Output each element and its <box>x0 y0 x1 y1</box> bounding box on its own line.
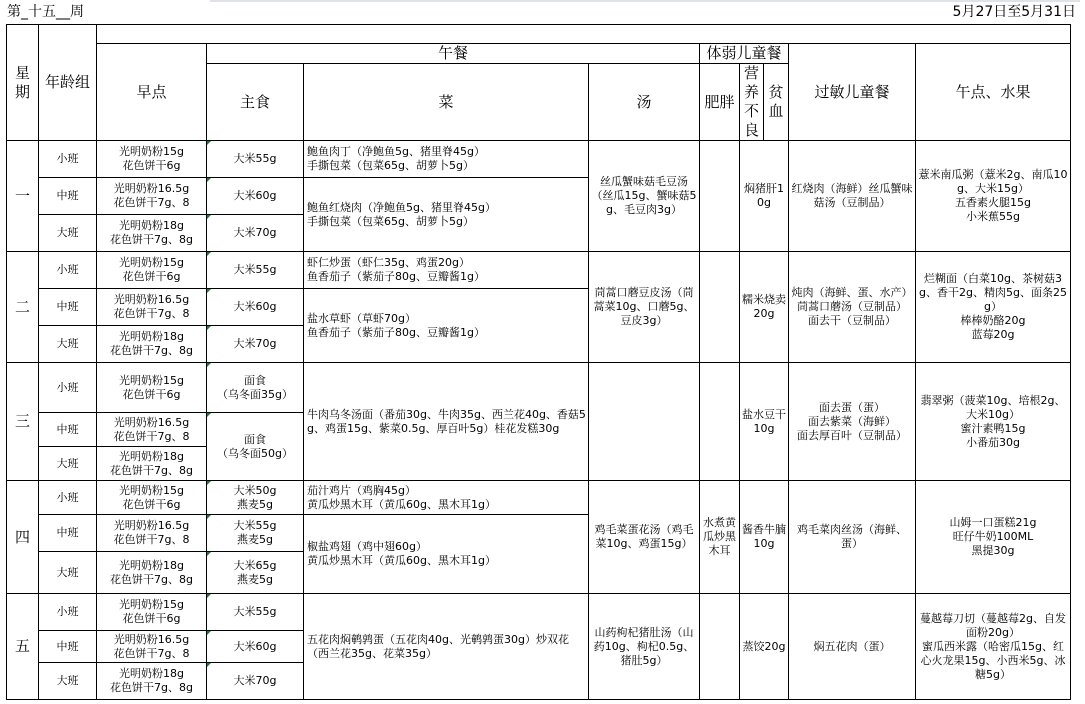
age-group: 中班 <box>39 178 97 215</box>
col-age: 年龄组 <box>39 25 97 141</box>
col-lunch: 午餐 <box>207 44 700 64</box>
table-row <box>7 44 1071 64</box>
staple-cell-line: 大米55g <box>233 263 277 276</box>
col-weak: 体弱儿童餐 <box>700 44 789 64</box>
breakfast-cell-line: 花色饼干7g、8 <box>113 196 190 209</box>
afternoon-cell-line: 小米蕉55g <box>966 210 1020 223</box>
afternoon-cell <box>916 594 1071 700</box>
staple-cell-line: 大米55g <box>233 605 277 618</box>
breakfast-cell <box>97 447 207 481</box>
dish-cell-line: 手撕包菜（包菜65g、胡萝卜5g） <box>307 159 474 172</box>
staple-cell <box>207 552 304 594</box>
breakfast-cell <box>97 141 207 178</box>
col-soup: 汤 <box>589 64 700 141</box>
afternoon-cell-line: 蔓越莓刀切（蔓越莓2g、自发面粉20g） <box>920 611 1066 639</box>
day-label: 二 <box>7 252 39 363</box>
day-label: 一 <box>7 141 39 252</box>
dish-cell-line: 椒盐鸡翅（鸡中翅60g） <box>307 540 427 553</box>
breakfast-cell <box>97 326 207 363</box>
dish-cell-line: 虾仁炒蛋（虾仁35g、鸡蛋20g） <box>307 256 470 269</box>
dish-cell <box>304 289 589 363</box>
table-row <box>7 25 1071 44</box>
breakfast-cell-line: 花色饼干7g、8 <box>113 646 190 660</box>
staple-cell-line: 大米60g <box>233 300 277 313</box>
malnut-anemia-cell: 盐水豆干10g <box>740 363 789 481</box>
breakfast-cell-line: 花色饼干6g <box>122 387 181 401</box>
col-staple: 主食 <box>207 64 304 141</box>
breakfast-cell-line: 花色饼干7g、8g <box>110 233 193 246</box>
breakfast-cell-line: 花色饼干7g、8g <box>110 344 193 357</box>
breakfast-cell-line: 光明奶粉18g <box>119 558 184 572</box>
allergy-cell <box>789 252 916 363</box>
afternoon-cell-line: 旺仔牛奶100ML <box>952 530 1034 543</box>
age-group: 大班 <box>39 326 97 363</box>
allergy-cell-line: 炖肉（海鲜、蛋、水产） <box>791 286 913 299</box>
afternoon-cell-line: 山姆一口蛋糕21g <box>949 516 1037 529</box>
age-group: 中班 <box>39 631 97 663</box>
breakfast-cell <box>97 515 207 552</box>
table-row <box>7 363 1071 413</box>
breakfast-cell <box>97 289 207 326</box>
afternoon-cell-line: 蜜瓜西米露（哈密瓜15g、红心火龙果15g、小西米5g、冰糖5g） <box>920 639 1066 681</box>
soup-cell: 丝瓜蟹味菇毛豆汤（丝瓜15g、蟹味菇5g、毛豆肉3g） <box>589 141 700 252</box>
breakfast-cell-line: 光明奶粉18g <box>119 667 184 680</box>
allergy-cell: 红烧肉（海鲜）丝瓜蟹味菇汤（豆制品） <box>789 141 916 252</box>
col-day: 星期 <box>7 25 39 141</box>
staple-cell <box>207 289 304 326</box>
staple-cell <box>207 141 304 178</box>
malnut-anemia-cell: 蒸饺20g <box>740 594 789 700</box>
dish-cell-line: 盐水草虾（草虾70g） <box>307 311 416 325</box>
age-group: 小班 <box>39 252 97 289</box>
day-label: 五 <box>7 594 39 700</box>
afternoon-cell <box>916 363 1071 481</box>
obese-cell <box>700 594 740 700</box>
allergy-cell-line: 面去紫菜（海鲜） <box>808 414 896 428</box>
breakfast-cell-line: 光明奶粉15g <box>119 145 184 158</box>
dish-cell-line: 鲍鱼肉丁（净鲍鱼5g、猪里脊45g） <box>307 145 485 158</box>
dish-cell-line: 黄瓜炒黑木耳（黄瓜60g、黑木耳1g） <box>307 497 496 511</box>
staple-cell <box>207 178 304 215</box>
soup-cell: 茼蒿口蘑豆皮汤（茼蒿菜10g、口蘑5g、豆皮3g） <box>589 252 700 363</box>
allergy-cell-line: 茼蒿口蘑汤（豆制品） <box>797 300 907 313</box>
date-range: 5月27日至5月31日 <box>952 4 1076 20</box>
staple-cell-line: 大米70g <box>233 337 277 350</box>
afternoon-cell-line: 五香素火腿15g <box>955 196 1031 209</box>
age-group: 大班 <box>39 215 97 252</box>
staple-cell <box>207 326 304 363</box>
soup-cell <box>589 363 700 481</box>
staple-cell-line: 大米50g <box>233 483 277 497</box>
age-group: 中班 <box>39 515 97 552</box>
breakfast-cell <box>97 663 207 700</box>
obese-cell <box>700 363 740 481</box>
dish-cell: 牛肉乌冬汤面（番茄30g、牛肉35g、西兰花40g、香菇5g、鸡蛋15g、紫菜0.5g、厚百叶5g）桂花发糕30g <box>304 363 589 481</box>
staple-cell <box>207 215 304 252</box>
dish-cell: 五花肉焖鹌鹑蛋（五花肉40g、光鹌鹑蛋30g）炒双花（西兰花35g、花菜35g） <box>304 594 589 700</box>
breakfast-cell-line: 花色饼干6g <box>122 270 181 283</box>
dish-cell-line: 手撕包菜（包菜65g、胡萝卜5g） <box>307 214 474 228</box>
breakfast-cell-line: 花色饼干7g、8 <box>113 429 190 443</box>
breakfast-cell-line: 光明奶粉18g <box>119 219 184 232</box>
staple-cell-line: 燕麦5g <box>237 533 273 546</box>
breakfast-cell-line: 光明奶粉15g <box>119 373 184 387</box>
breakfast-cell-line: 花色饼干7g、8 <box>113 533 190 546</box>
afternoon-cell-line: 棒棒奶酪20g <box>960 314 1026 327</box>
breakfast-cell-line: 光明奶粉16.5g <box>113 519 190 532</box>
table-row <box>7 252 1071 289</box>
dish-cell-line: 鲍鱼红烧肉（净鲍鱼5g、猪里脊45g） <box>307 200 496 214</box>
allergy-cell-line: 面去厚百叶（豆制品） <box>797 428 907 442</box>
staple-cell <box>207 481 304 515</box>
allergy-cell-line: 面去干（豆制品） <box>808 314 896 327</box>
breakfast-cell-line: 光明奶粉18g <box>119 330 184 343</box>
breakfast-cell-line: 光明奶粉18g <box>119 449 184 463</box>
col-allergy: 过敏儿童餐 <box>789 44 916 141</box>
col-breakfast: 早点 <box>97 44 207 141</box>
staple-cell-line: 大米65g <box>233 558 277 572</box>
afternoon-cell <box>916 141 1071 252</box>
breakfast-cell-line: 花色饼干7g、8g <box>110 681 193 694</box>
dish-cell-line: 黄瓜炒黑木耳（黄瓜60g、黑木耳1g） <box>307 554 496 567</box>
breakfast-cell-line: 光明奶粉15g <box>119 598 184 611</box>
afternoon-cell <box>916 481 1071 594</box>
breakfast-cell-line: 花色饼干7g、8 <box>113 307 190 320</box>
breakfast-cell <box>97 363 207 413</box>
allergy-cell: 焖五花肉（蛋） <box>789 594 916 700</box>
breakfast-cell <box>97 481 207 515</box>
dish-cell-line: 茄汁鸡片（鸡胸45g） <box>307 483 416 497</box>
age-group: 小班 <box>39 481 97 515</box>
breakfast-cell <box>97 215 207 252</box>
breakfast-cell-line: 光明奶粉16.5g <box>113 182 190 195</box>
menu-table <box>6 24 1071 700</box>
staple-cell <box>207 515 304 552</box>
table-row <box>7 594 1071 631</box>
malnut-anemia-cell: 焖猪肝10g <box>740 141 789 252</box>
breakfast-cell <box>97 413 207 447</box>
breakfast-cell-line: 光明奶粉16.5g <box>113 415 190 429</box>
breakfast-cell-line: 光明奶粉16.5g <box>113 632 190 646</box>
staple-cell <box>207 413 304 481</box>
age-group: 小班 <box>39 594 97 631</box>
age-group: 大班 <box>39 447 97 481</box>
age-group: 小班 <box>39 141 97 178</box>
staple-cell-line: 面食 <box>244 432 266 446</box>
staple-cell <box>207 631 304 663</box>
staple-cell <box>207 594 304 631</box>
allergy-cell <box>789 363 916 481</box>
col-afternoon: 午点、水果 <box>916 44 1071 141</box>
breakfast-cell-line: 花色饼干6g <box>122 159 181 172</box>
day-label: 三 <box>7 363 39 481</box>
staple-cell-line: 面食 <box>244 373 266 387</box>
breakfast-cell <box>97 252 207 289</box>
afternoon-cell-line: 黑提30g <box>971 544 1015 557</box>
staple-cell <box>207 252 304 289</box>
col-dish: 菜 <box>304 64 589 141</box>
dish-cell <box>304 178 589 252</box>
staple-cell-line: 燕麦5g <box>237 497 273 511</box>
breakfast-cell-line: 光明奶粉16.5g <box>113 293 190 306</box>
dish-cell <box>304 515 589 594</box>
allergy-cell: 鸡毛菜肉丝汤（海鲜、蛋） <box>789 481 916 594</box>
breakfast-cell-line: 花色饼干6g <box>122 497 181 511</box>
age-group: 小班 <box>39 363 97 413</box>
soup-cell: 鸡毛菜蛋花汤（鸡毛菜10g、鸡蛋15g） <box>589 481 700 594</box>
breakfast-cell-line: 光明奶粉15g <box>119 256 184 269</box>
afternoon-cell-line: 蜜汁素鸭15g <box>960 421 1026 435</box>
breakfast-cell-line: 花色饼干7g、8g <box>110 572 193 586</box>
staple-cell <box>207 363 304 413</box>
breakfast-cell <box>97 178 207 215</box>
soup-cell: 山药枸杞猪肚汤（山药10g、枸杞0.5g、猪肚5g） <box>589 594 700 700</box>
sheet-top-strip <box>210 0 1080 2</box>
staple-cell-line: 大米55g <box>233 519 277 532</box>
breakfast-cell-line: 光明奶粉15g <box>119 483 184 497</box>
afternoon-cell-line: 烂糊面（白菜10g、茶树菇3g、香干2g、精肉5g、面条25g） <box>919 272 1067 313</box>
breakfast-cell <box>97 552 207 594</box>
obese-cell <box>700 252 740 363</box>
age-group: 中班 <box>39 289 97 326</box>
table-row <box>7 481 1071 515</box>
day-label: 四 <box>7 481 39 594</box>
dish-cell <box>304 481 589 515</box>
dish-cell-line: 鱼香茄子（紫茄子80g、豆瓣酱1g） <box>307 325 485 339</box>
breakfast-cell <box>97 594 207 631</box>
allergy-cell-line: 面去蛋（蛋） <box>819 400 885 414</box>
afternoon-cell-line: 薏米南瓜粥（薏米2g、南瓜10g、大米15g） <box>918 168 1068 195</box>
staple-cell-line: （乌冬面35g） <box>217 387 293 401</box>
table-row <box>7 141 1071 178</box>
staple-cell-line: 大米70g <box>233 226 277 239</box>
col-malnut: 营养不良 <box>740 64 764 141</box>
dish-cell <box>304 141 589 178</box>
dish-cell <box>304 252 589 289</box>
breakfast-cell <box>97 631 207 663</box>
col-anemia: 贫血 <box>764 64 789 141</box>
age-group: 大班 <box>39 552 97 594</box>
staple-cell-line: 燕麦5g <box>237 572 273 586</box>
header-blank <box>97 25 1071 44</box>
afternoon-cell-line: 翡翠粥（菠菜10g、培根2g、大米10g） <box>920 393 1066 421</box>
staple-cell-line: 大米60g <box>233 639 277 653</box>
breakfast-cell-line: 花色饼干7g、8g <box>110 463 193 477</box>
obese-cell <box>700 141 740 252</box>
afternoon-cell-line: 蓝莓20g <box>971 328 1015 341</box>
week-label: 第_十五__周 <box>7 4 84 20</box>
afternoon-cell <box>916 252 1071 363</box>
malnut-anemia-cell: 糯米烧卖20g <box>740 252 789 363</box>
dish-cell-line: 鱼香茄子（紫茄子80g、豆瓣酱1g） <box>307 270 485 283</box>
staple-cell-line: 大米70g <box>233 674 277 687</box>
malnut-anemia-cell: 酱香牛腩10g <box>740 481 789 594</box>
obese-cell: 水煮黄瓜炒黑木耳 <box>700 481 740 594</box>
afternoon-cell-line: 小番茄30g <box>966 435 1020 449</box>
staple-cell <box>207 663 304 700</box>
staple-cell-line: 大米60g <box>233 189 277 202</box>
age-group: 大班 <box>39 663 97 700</box>
col-obese: 肥胖 <box>700 64 740 141</box>
breakfast-cell-line: 花色饼干6g <box>122 612 181 625</box>
staple-cell-line: （乌冬面50g） <box>217 446 293 460</box>
staple-cell-line: 大米55g <box>233 152 277 165</box>
age-group: 中班 <box>39 413 97 447</box>
